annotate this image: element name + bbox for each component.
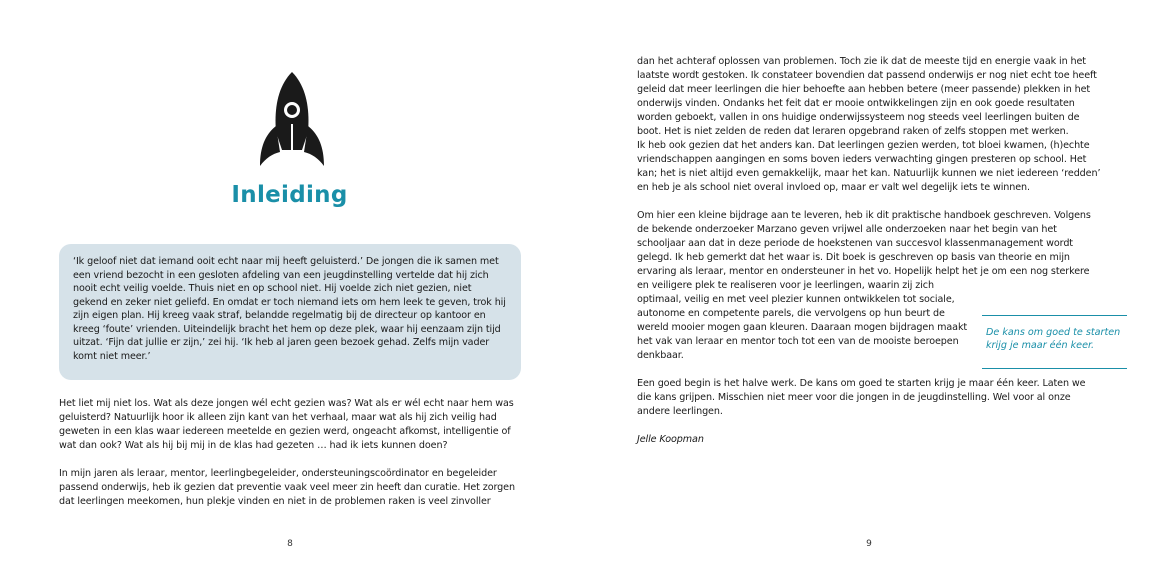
paragraph: Een goed begin is het halve werk. De kans om goed te starten krijg je maar één keer. Laten we die kans grijpen. Misschien niet meer voor die jongen in de jeugdinstelling. Wel voor al onze andere leerlingen. <box>637 378 1086 417</box>
pull-quote <box>982 315 1127 369</box>
paragraph-narrow: en veiligere plek te realiseren voor je leerlingen, waarin zij zich optimaal, veilig en met veel plezier kunnen ontwikkelen tot sociale, autonome en competente parels, die vervolgens op hun beurt de wereld mooier mogen gaan kleuren. Daaraan mogen bijdragen maakt het vak van leraar en mentor toch tot een van de mooiste beroepen denkbaar. <box>637 280 968 361</box>
quote-box <box>59 244 521 380</box>
left-body-text <box>59 397 521 509</box>
page-number: 8 <box>287 539 293 549</box>
quote-text: ‘Ik geloof niet dat iemand ooit echt naar mij heeft geluisterd.’ De jongen die ik samen met een vriend bezocht in een gesloten afdeling van een jeugdinstelling vertelde dat hij zich nooit echt veilig voelde. Thuis niet en op school niet. Hij voelde zich niet gezien, niet gekend en zeker niet geliefd. En omdat er toch niemand iets om hem leek te geven, trok hij zijn eigen plan. Hij kreeg vaak straf, belandde regelmatig bij de directeur op kantoor en kreeg ‘foute’ vrienden. Uiteindelijk bracht het hem op deze plek, waar hij eenzaam zijn tijd uitzat. ‘Fijn dat jullie er zijn,’ zei hij. ‘Ik heb al jaren geen bezoek gehad. Zelfs mijn vader komt niet meer.’ <box>73 256 506 362</box>
page-number: 9 <box>866 539 872 549</box>
paragraph: Om hier een kleine bijdrage aan te leveren, heb ik dit praktische handboek geschreven. Volgens de bekende onderzoeker Marzano geven vrijwel alle onderzoeken naar het begin van het schooljaar aan dat in deze periode de hoekstenen van succesvol klassenmanagement wordt gelegd. Ik heb gemerkt dat het waar is. Dit boek is geschreven op basis van theorie en mijn ervaring als leraar, mentor en ondersteuner in het vo. Hopelijk helpt het je om een nog sterkere <box>637 210 1091 277</box>
right-page <box>579 0 1158 579</box>
right-body-text <box>637 55 1101 447</box>
paragraph: Ik heb ook gezien dat het anders kan. Dat leerlingen gezien werden, tot bloei kwamen, (h)echte vriendschappen aangingen en soms boven ieders verwachting gingen presteren op school. Het kan; het is niet altijd even gemakkelijk, maar het kan. Natuurlijk kunnen we niet iedereen ‘redden’ en heb je als school niet overal invloed op, maar er valt wel degelijk iets te winnen. <box>637 140 1101 193</box>
rocket-icon <box>258 70 326 170</box>
paragraph: dan het achteraf oplossen van problemen. Toch zie ik dat de meeste tijd en energie vaak in het laatste wordt gestoken. Ik constateer bovendien dat passend onderwijs er nog niet echt toe heeft geleid dat meer leerlingen die hier behoefte aan hebben betere (meer passende) plekken in het onderwijs vinden. Ondanks het feit dat er mooie ontwikkelingen zijn en ook goede resultaten worden geboekt, vallen in ons huidige onderwijssysteem nog steeds veel leerlingen buiten de boot. Het is niet zelden de reden dat leraren opgebrand raken of zelfs stoppen met werken. <box>637 56 1097 137</box>
paragraph: In mijn jaren als leraar, mentor, leerlingbegeleider, ondersteuningscoördinator en begeleider passend onderwijs, heb ik gezien dat preventie vaak veel meer zin heeft dan curatie. Het zorgen dat leerlingen meekomen, hun plekje vinden en niet in de problemen raken is veel zinvoller <box>59 468 515 507</box>
pull-quote-text: De kans om goed te starten krijg je maar één keer. <box>986 327 1121 351</box>
paragraph: Het liet mij niet los. Wat als deze jongen wél echt gezien was? Wat als er wél echt naar hem was geluisterd? Natuurlijk hoor ik alleen zijn kant van het verhaal, maar wat als hij zich veilig had geweten in een klas waar iedereen meetelde en gezien werd, ongeacht afkomst, intelligentie of wat dan ook? Wat als hij bij mij in de klas had gezeten … had ik iets kunnen doen? <box>59 398 514 451</box>
chapter-title: Inleiding <box>231 182 348 208</box>
author-signature: Jelle Koopman <box>637 434 704 445</box>
